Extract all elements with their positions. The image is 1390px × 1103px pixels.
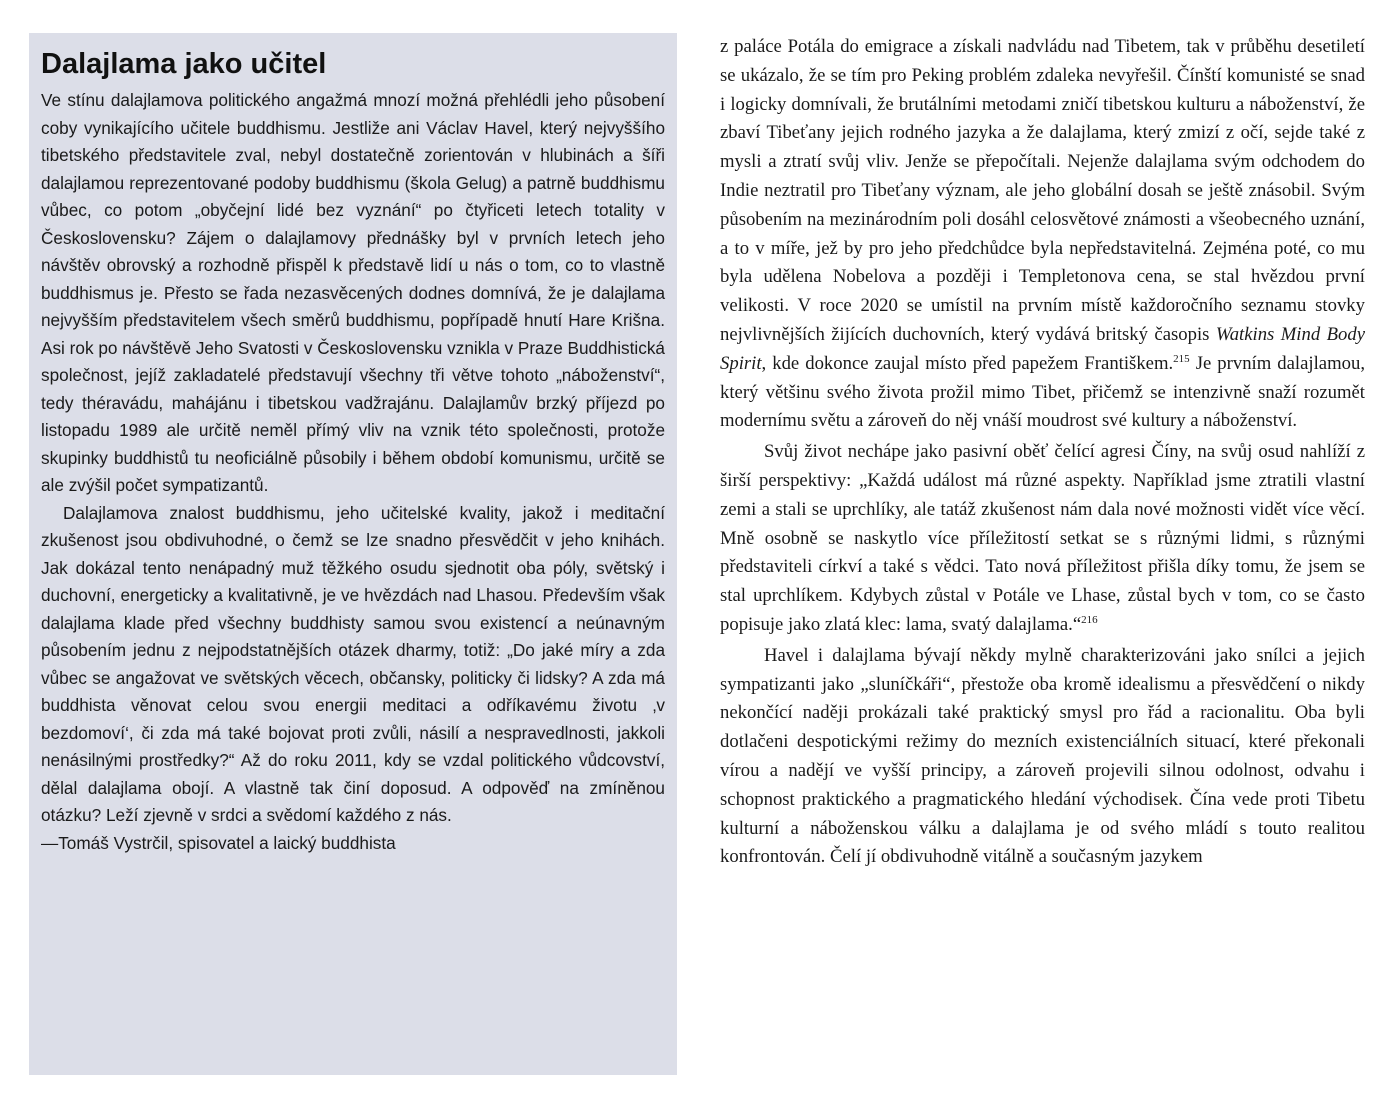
footnote-marker-215: 215 [1173,352,1190,365]
sidebar-signature: —Tomáš Vystrčil, spisovatel a laický buddhista [41,832,396,853]
footnote-marker-216: 216 [1081,613,1098,626]
main-paragraph-1-end: Je prvním dalajlamou, který většinu svého života prožil mimo Tibet, přičemž se intenzivně snaží rozumět modernímu světu a zároveň do něj vnáší moudrost své kultury a náboženství. [720,352,1365,432]
sidebar-title: Dalajlama jako učitel [41,48,327,80]
main-text-column [720,33,1365,872]
main-paragraph-2 [720,438,1365,640]
magazine-title: Watkins Mind Body Spirit [720,323,1365,374]
sidebar-paragraph-1: Ve stínu dalajlamova politického angažmá mnozí možná přehlédli jeho působení coby vynikajícího učitele buddhismu. Jestliže ani Václav Havel, který nejvyššího tibetského představitele zval, nebyl dostatečně zorientován v hlubinách a šíři dalajlamou reprezentované podoby buddhismu (škola Gelug) a patrně buddhismu vůbec, co potom „obyčejní lidé bez vyznání“ po čtyřiceti letech totality v Československu? Zájem o dalajlamovy přednášky byl v prvních letech jeho návštěv obrovský a rozhodně přispěl k představě lidí u nás o tom, co to vlastně buddhismus je. Přesto se řada nezasvěcených dodnes domnívá, že je dalajlama nejvyšším představitelem všech směrů buddhismu, popřípadě hnutí Hare Krišna. Asi rok po návštěvě Jeho Svatosti v Československu vznikla v Praze Buddhistická společnost, jejíž zakladatelé představují všechny tři větve tohoto „náboženství“, tedy théravádu, mahájánu i tibetskou vadžrajánu. Dalajlamův brzký příjezd po listopadu 1989 ale určitě neměl přímý vliv na vznik této společnosti, protože skupinky buddhistů tu neoficiálně působily i během období komunismu, určitě se ale zvýšil počet sympatizantů. [41,90,665,495]
sidebar-box [29,33,677,1075]
main-paragraph-1-mid: , kde dokonce zaujal místo před papežem Františkem. [761,352,1174,374]
main-paragraph-1 [720,33,1365,436]
main-paragraph-1-text: z paláce Potála do emigrace a získali nadvládu nad Tibetem, tak v průběhu desetiletí se ukázalo, že se tím pro Peking problém zdaleka nevyřešil. Čínští komunisté se snad i logicky domnívali, že brutálními metodami zničí tibetskou kulturu a náboženství, že zbaví Tibeťany jejich rodného jazyka a že dalajlama, který zmizí z očí, sejde také z mysli a ztratí svůj vliv. Jenže se přepočítali. Nejenže dalajlama svým odchodem do Indie neztratil pro Tibeťany význam, ale jeho globální dosah se ještě znásobil. Svým působením na mezinárodním poli dosáhl celosvětové známosti a všeobecného uznání, a to v míře, jež by pro jeho předchůdce byla nepředstavitelná. Zejména poté, co mu byla udělena Nobelova a později i Templetonova cena, se stal hvězdou první velikosti. V roce 2020 se umístil na prvním místě každoročního seznamu stovky nejvlivnějších žijících duchovních, který vydává britský časopis [720,36,1365,345]
main-paragraph-3: Havel i dalajlama bývají někdy mylně charakterizováni jako snílci a jejich sympatizanti jako „sluníčkáři“, přestože oba kromě idealismu a přesvědčení o nikdy nekončící naději prokázali také praktický smysl pro řád a racionalitu. Oba byli dotlačeni despotickými režimy do mezních existenciálních situací, které překonali vírou a nadějí ve vyšší principy, a zároveň projevili silnou odolnost, odvahu i schopnost praktického a pragmatického hledání východisek. Čína vede proti Tibetu kulturní a náboženskou válku a dalajlama je od svého mládí s touto realitou konfrontován. Čelí jí obdivuhodně vitálně a současným jazykem [720,644,1365,868]
sidebar-paragraph-2: Dalajlamova znalost buddhismu, jeho učitelské kvality, jakož i meditační zkušenost jsou obdivuhodné, o čemž se lze snadno přesvědčit v jeho knihách. Jak dokázal tento nenápadný muž těžkého osudu sjednotit oba póly, světský i duchovní, energeticky a kvalitativně, je ve hvězdách nad Lhasou. Především však dalajlama klade před všechny buddhisty samou svou existencí a neúnavným působením jednu z nejpodstatnějších otázek dharmy, totiž: „Do jaké míry a zda vůbec se angažovat ve světských věcech, občansky, politicky či lidsky? A zda má buddhista věnovat celou svou energii meditaci a odříkavému životu ‚v bezdomoví‘, či zda má také bojovat proti zvůli, násilí a nespravedlnosti, jakkoli nenásilnými prostředky?“ Až do roku 2011, kdy se vzdal politického vůdcovství, dělal dalajlama obojí. A vlastně tak činí doposud. A odpověď na zmíněnou otázku? Leží zjevně v srdci a svědomí každého z nás. [41,502,665,825]
main-paragraph-2-text: Svůj život nechápe jako pasivní oběť čelící agresi Číny, na svůj osud nahlíží z širší perspektivy: „Každá událost má různé aspekty. Například jsme ztratili vlastní zemi a stali se uprchlíky, ale tatáž zkušenost nám dala nové možnosti vidět více věcí. Mně osobně se naskytlo více příležitostí setkat se s různými lidmi, s různými představiteli církví a také s vědci. Tato nová příležitost přišla díky tomu, že jsem se stal uprchlíkem. Kdybych zůstal v Potále ve Lhase, zůstal bych v tom, co se často popisuje jako zlatá klec: lama, svatý dalajlama.“ [720,441,1365,635]
